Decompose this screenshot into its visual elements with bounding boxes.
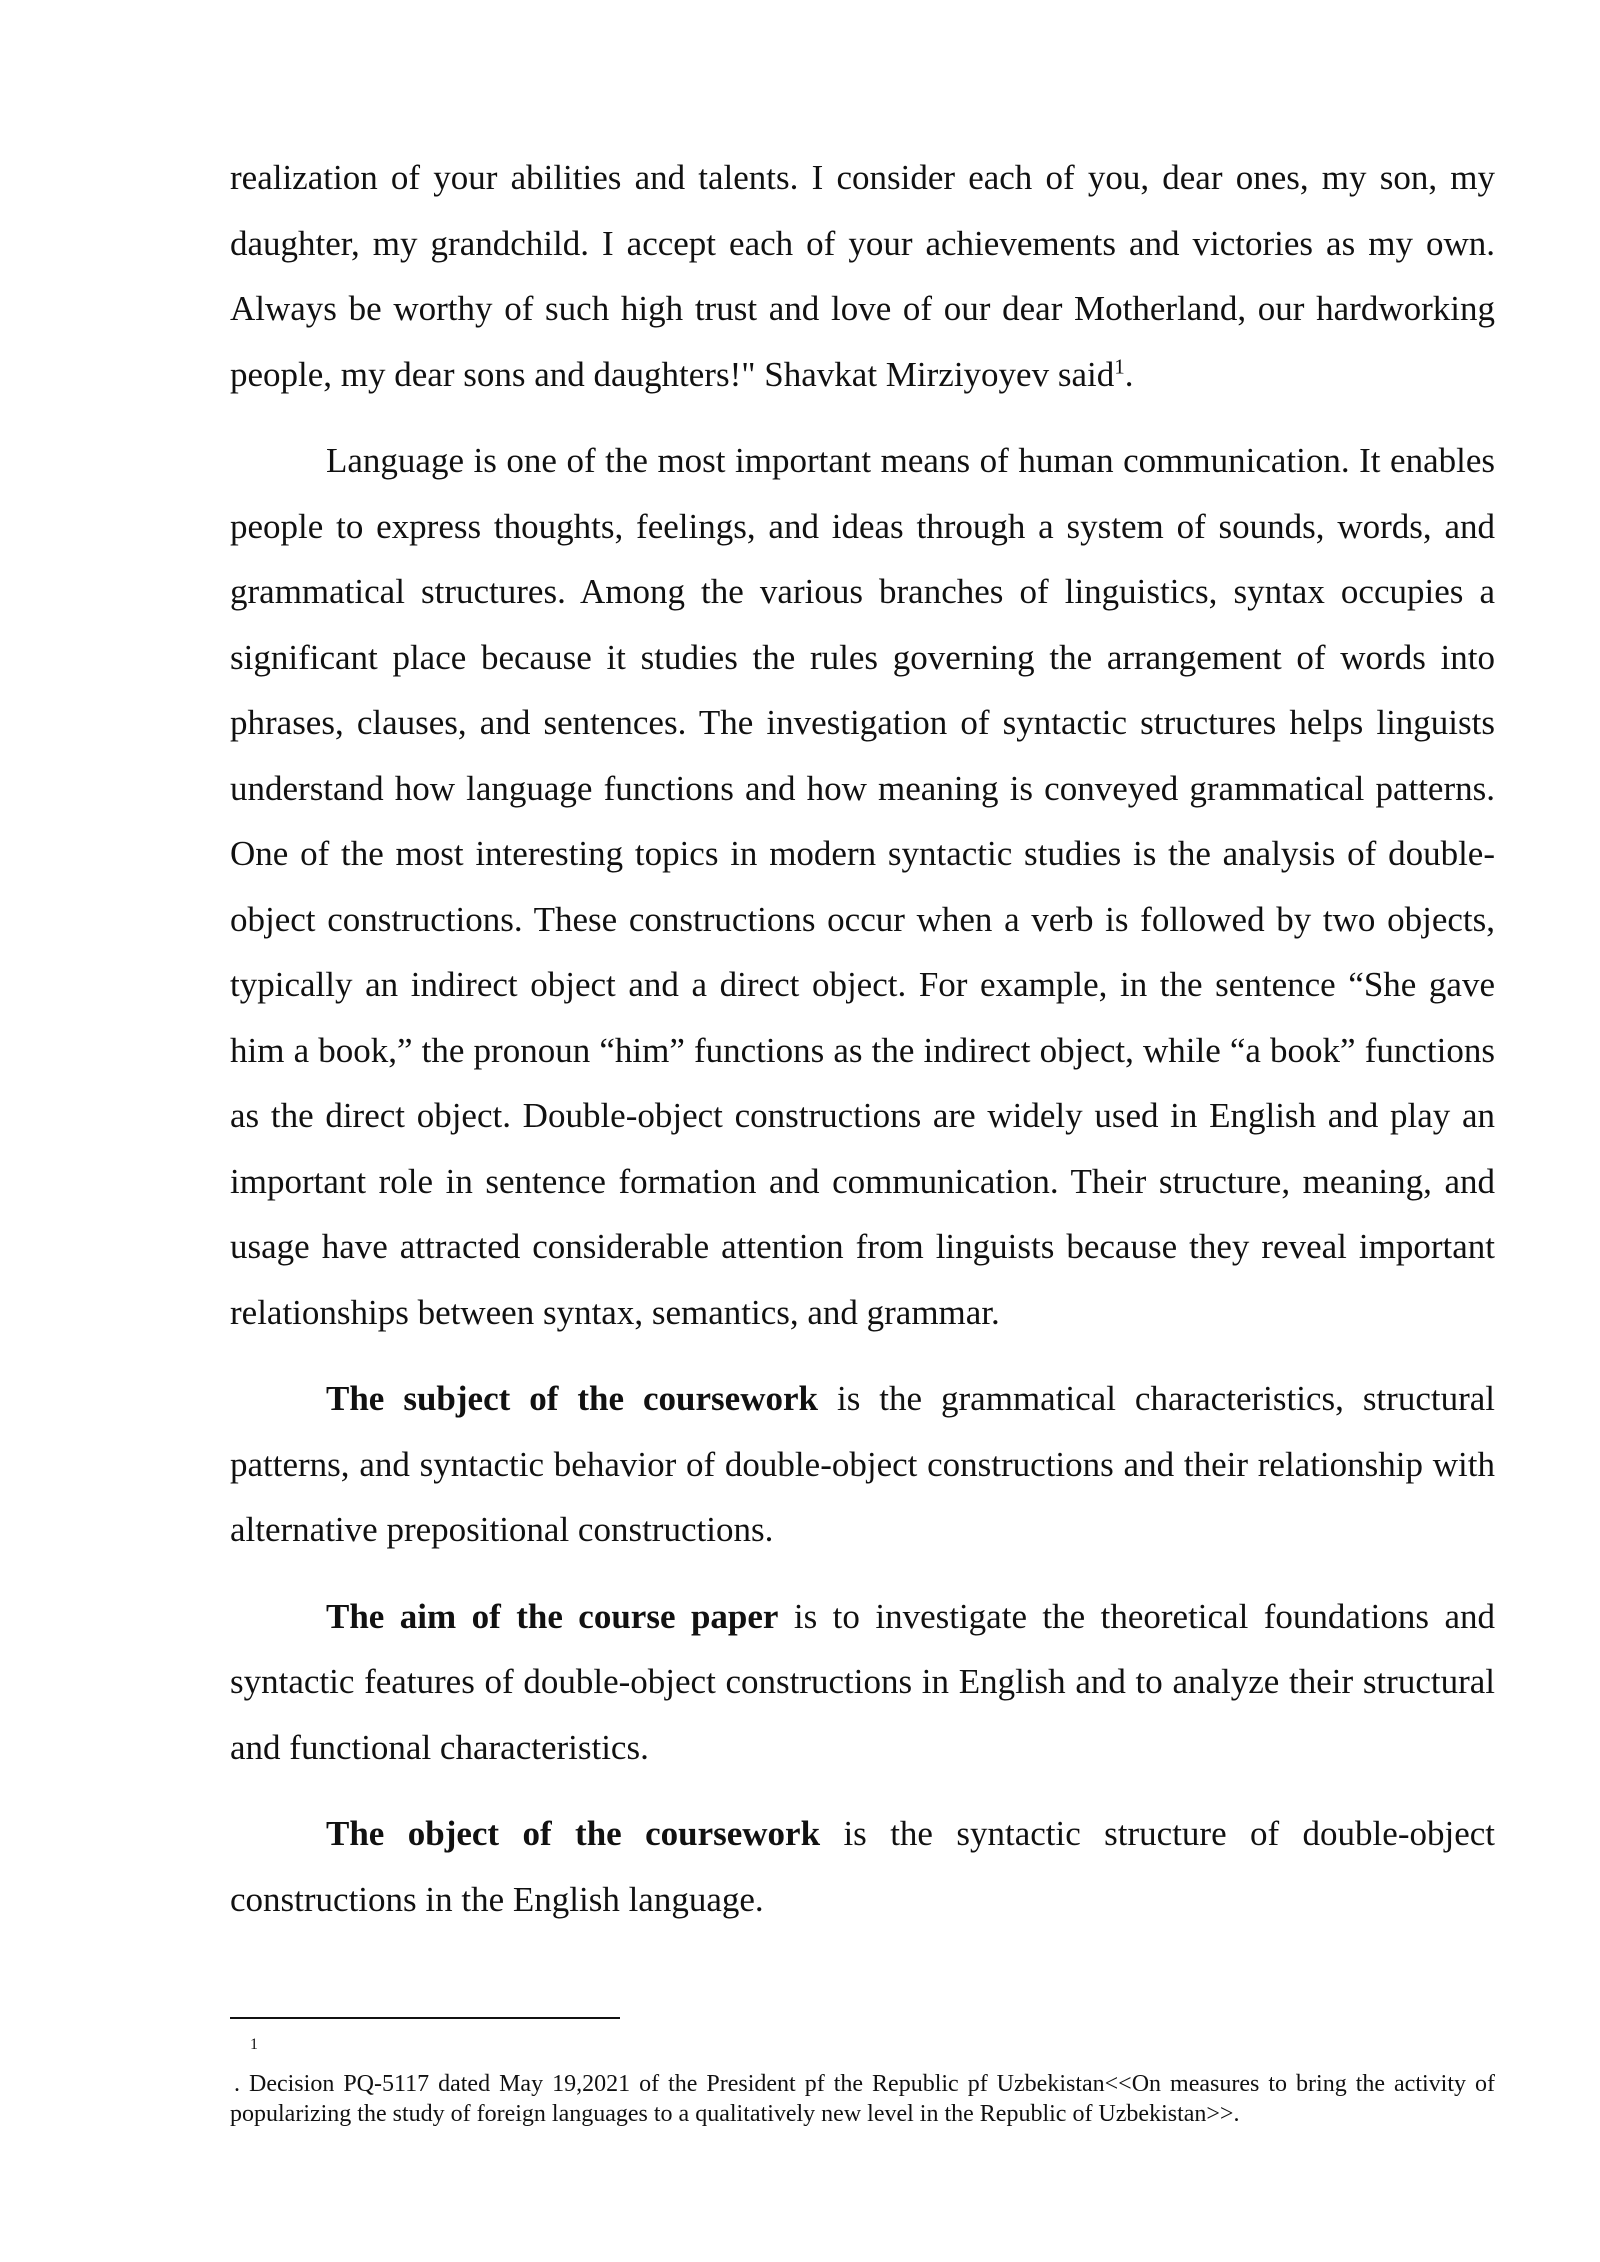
document-page <box>230 145 1495 1932</box>
subject-text: is the grammatical characteristics, structural patterns, and syntactic behavior of double-object constructions and their relationship with alternative prepositional constructions. <box>230 1379 1495 1549</box>
footnote-number: 1 <box>250 2036 258 2053</box>
object-heading: The object of the coursework <box>326 1814 821 1853</box>
quote-text: realization of your abilities and talents. I consider each of you, dear ones, my son, my daughter, my grandchild. I accept each of your achievements and victories as my own. Always be worthy of such high trust and love of our dear Motherland, our hardworking people, my dear sons and daughters!" Shavkat Mirziyoyev said <box>230 158 1495 394</box>
subject-paragraph <box>230 1366 1495 1563</box>
aim-heading: The aim of the course paper <box>326 1596 779 1636</box>
object-paragraph <box>230 1801 1495 1932</box>
quote-end-punctuation: . <box>1124 354 1134 394</box>
footnote-reference: 1 <box>1114 353 1125 378</box>
footnote-text: . Decision PQ-5117 dated May 19,2021 of the President pf the Republic pf Uzbekistan<<On measures to bring the activity of popularizing the study of foreign languages to a qualitatively new level in the Republic of Uzbekistan>>. <box>230 2071 1495 2127</box>
aim-paragraph <box>230 1584 1495 1781</box>
object-text: is the syntactic structure of double-object constructions in the English language. <box>230 1814 1495 1919</box>
quote-paragraph <box>230 145 1495 407</box>
aim-text: is to investigate the theoretical foundations and syntactic features of double-object constructions in English and to analyze their structural and functional characteristics. <box>230 1596 1495 1767</box>
footnote-divider <box>230 2017 620 2019</box>
subject-heading: The subject of the coursework <box>326 1379 818 1418</box>
language-paragraph: Language is one of the most important means of human communication. It enables people to express thoughts, feelings, and ideas through a system of sounds, words, and grammatical structures. Among the various branches of linguistics, syntax occupies a significant place because it studies the rules governing the arrangement of words into phrases, clauses, and sentences. The investigation of syntactic structures helps linguists understand how language functions and how meaning is conveyed grammatical patterns. One of the most interesting topics in modern syntactic studies is the analysis of double-object constructions. These constructions occur when a verb is followed by two objects, typically an indirect object and a direct object. For example, in the sentence “She gave him a book,” the pronoun “him” functions as the indirect object, while “a book” functions as the direct object. Double-object constructions are widely used in English and play an important role in sentence formation and communication. Their structure, meaning, and usage have attracted considerable attention from linguists because they reveal important relationships between syntax, semantics, and grammar. <box>230 441 1495 1332</box>
